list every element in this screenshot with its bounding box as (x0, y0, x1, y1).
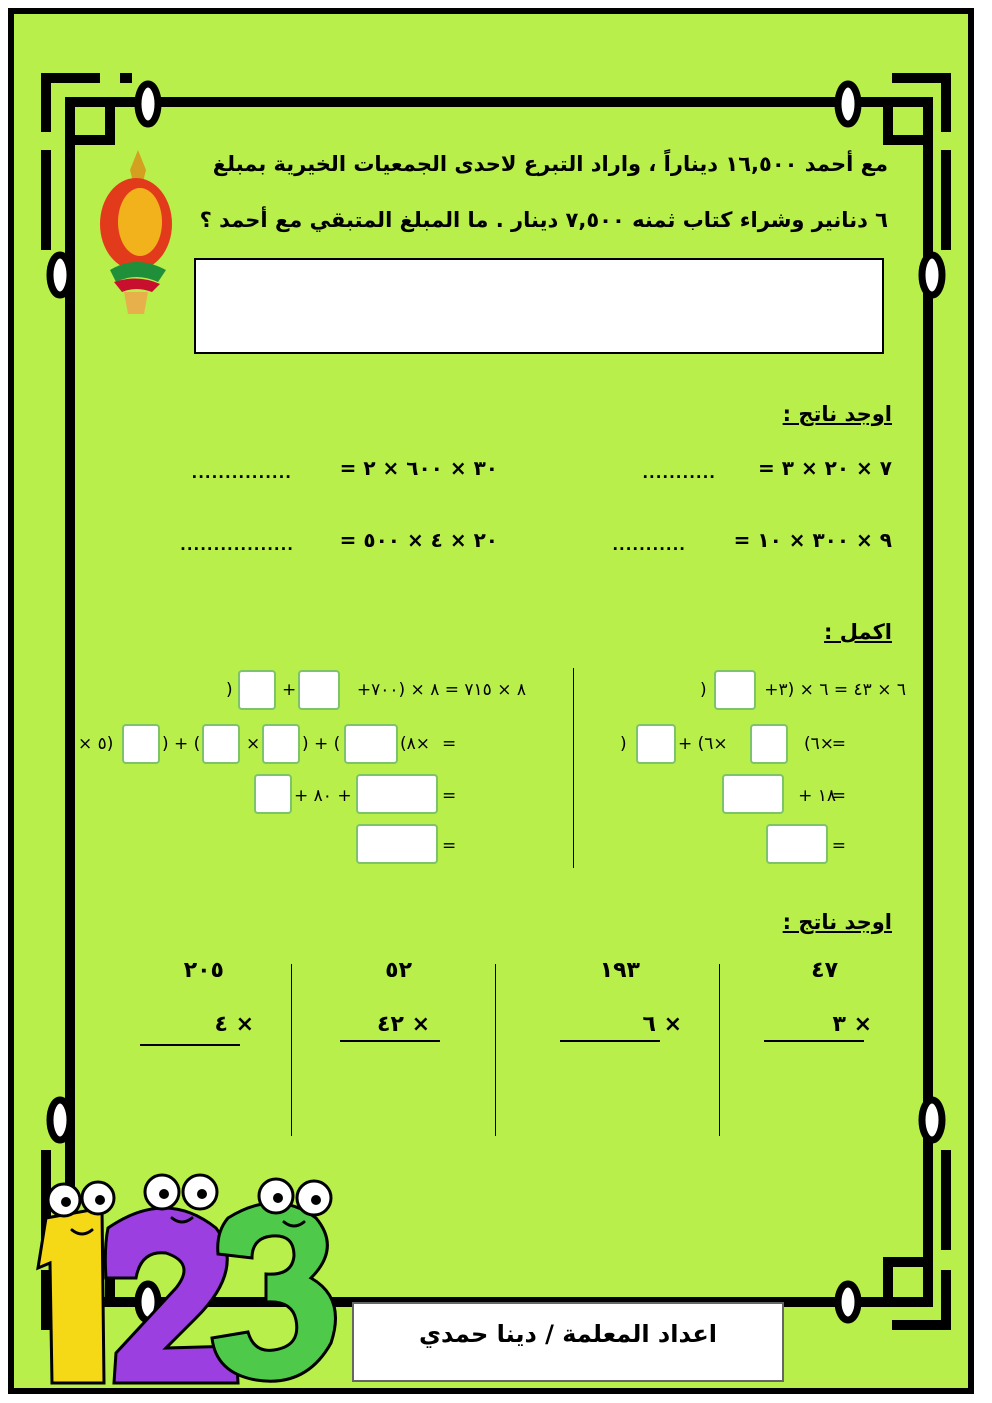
right-row3-text: ١٨ + (798, 786, 836, 806)
left-row2-eq: = (442, 734, 457, 754)
school-logo (88, 142, 184, 318)
left-row3-eq: = (442, 786, 457, 806)
numbers-123-illustration (16, 1168, 346, 1390)
blank-box[interactable] (344, 724, 398, 764)
blank-box[interactable] (298, 670, 340, 710)
column-1-top: ٤٧ (811, 958, 838, 983)
column-4-bottom: × ٤ (214, 1012, 254, 1037)
column-4-top: ٢٠٥ (183, 958, 224, 983)
section1-heading: اوجد ناتج : (782, 402, 892, 426)
blank-box[interactable] (202, 724, 240, 764)
column-1-bottom: × ٣ (832, 1012, 872, 1037)
column-2-line (560, 1040, 660, 1042)
equation-3: ٩ × ٣٠٠ × ١٠ = (733, 528, 892, 552)
left-row1-text: ٨ × ٧١٥ = ٨ × (٧٠٠+ (356, 680, 526, 700)
problem-line-2: ٦ دنانير وشراء كتاب ثمنه ٧,٥٠٠ دينار . ما المبلغ المتبقي مع أحمد ؟ (199, 208, 888, 232)
blank-box[interactable] (356, 824, 438, 864)
answer-box[interactable] (194, 258, 884, 354)
left-row4-eq: = (442, 836, 457, 856)
left-row2-x: × (246, 734, 261, 754)
blank-box[interactable] (356, 774, 438, 814)
column-3-line (340, 1040, 440, 1042)
left-row2-c: ) + ( (162, 734, 201, 754)
right-row4-eq: = (831, 836, 846, 856)
left-row2-b: ) + ( (302, 734, 341, 754)
footer-credit: اعداد المعلمة / دينا حمدي (419, 1320, 717, 1348)
equation-4: ٢٠ × ٤ × ٥٠٠ = (339, 528, 498, 552)
column-3-top: ٥٢ (385, 958, 412, 983)
section3-heading: اوجد ناتج : (782, 910, 892, 934)
right-row2-a: (٦× (803, 734, 834, 754)
column-3-bottom: × ٤٢ (377, 1012, 430, 1037)
blank-box[interactable] (238, 670, 276, 710)
blank-box[interactable] (714, 670, 756, 710)
answer-dots-4[interactable]: ................. (180, 536, 294, 554)
column-divider (291, 964, 292, 1136)
left-row3-text: + ٨٠ + (294, 786, 352, 806)
section2-divider (573, 668, 574, 868)
right-row1-text: ٦ × ٤٣ = ٦ × (٣+ (764, 680, 906, 700)
equation-2: ٣٠ × ٦٠٠ × ٢ = (339, 456, 498, 480)
blank-box[interactable] (750, 724, 788, 764)
left-row1-plus: + (282, 680, 297, 700)
answer-dots-2[interactable]: ............... (191, 464, 292, 482)
left-row2-a: (٨× (400, 734, 431, 754)
column-divider (719, 964, 720, 1136)
blank-box[interactable] (766, 824, 828, 864)
right-row2-c: ) (620, 734, 627, 754)
blank-box[interactable] (262, 724, 300, 764)
blank-box[interactable] (636, 724, 676, 764)
blank-box[interactable] (122, 724, 160, 764)
column-4-line (140, 1044, 240, 1046)
right-row2-eq: = (831, 734, 846, 754)
right-row2-b: + (٦× (678, 734, 728, 754)
problem-line-1: مع أحمد ١٦,٥٠٠ ديناراً ، واراد التبرع لاحدى الجمعيات الخيرية بمبلغ (212, 152, 888, 176)
right-row3-eq: = (831, 786, 846, 806)
column-2-bottom: × ٦ (642, 1012, 682, 1037)
equation-1: ٧ × ٢٠ × ٣ = (758, 456, 892, 480)
blank-box[interactable] (254, 774, 292, 814)
column-2-top: ١٩٣ (599, 958, 640, 983)
section2-heading: اكمل : (824, 620, 892, 644)
column-divider (495, 964, 496, 1136)
left-row1-paren: ) (226, 680, 233, 700)
right-row1-paren: ) (700, 680, 707, 700)
column-1-line (764, 1040, 864, 1042)
blank-box[interactable] (722, 774, 784, 814)
left-row2-d: × ٥) (78, 734, 114, 754)
answer-dots-3[interactable]: ........... (612, 536, 686, 554)
answer-dots-1[interactable]: ........... (642, 464, 716, 482)
